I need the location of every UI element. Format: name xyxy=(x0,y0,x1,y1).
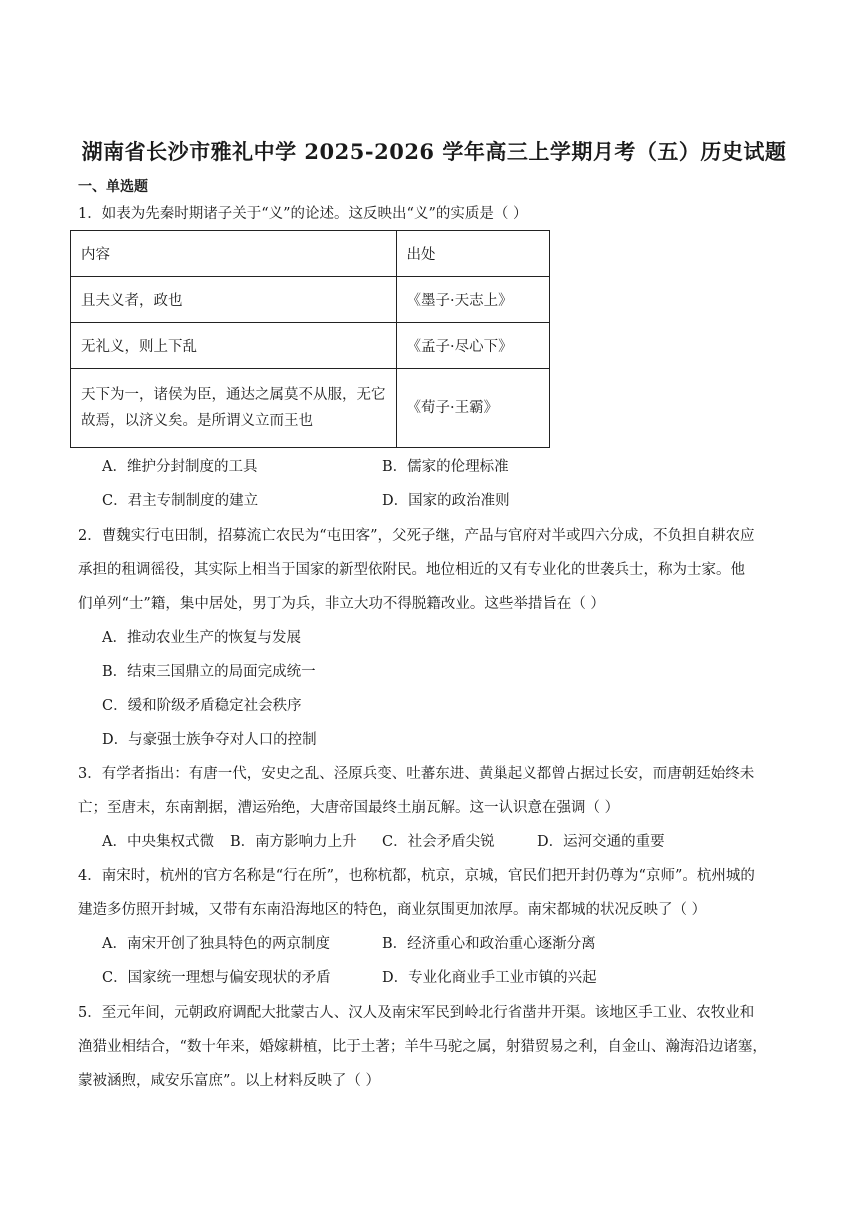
q5-stem-line: 渔猎业相结合，“数十年来，婚嫁耕植，比于土著；羊牛马驼之属，射猎贸易之利，自金山、瀚海沿边诸塞， xyxy=(78,1039,767,1055)
q4-option-d[interactable]: D．专业化商业手工业市镇的兴起 xyxy=(382,970,597,986)
q1-table xyxy=(70,230,550,448)
q5-stem-line: 蒙被涵煦，咸安乐富庶”。以上材料反映了（ ） xyxy=(78,1073,381,1089)
table-row xyxy=(71,277,550,323)
section-heading: 一、单选题 xyxy=(78,179,148,195)
table-cell: 《荀子·王霸》 xyxy=(396,369,549,448)
table-cell: 《墨子·天志上》 xyxy=(396,277,549,323)
table-row xyxy=(71,369,550,448)
q3-option-b[interactable]: B．南方影响力上升 xyxy=(230,834,357,850)
table-header-cell: 内容 xyxy=(71,231,397,277)
q4-option-c[interactable]: C．国家统一理想与偏安现状的矛盾 xyxy=(102,970,331,986)
q1-option-d[interactable]: D．国家的政治准则 xyxy=(382,493,510,509)
q2-option-c[interactable]: C．缓和阶级矛盾稳定社会秩序 xyxy=(102,698,302,714)
table-header-cell: 出处 xyxy=(396,231,549,277)
q3-stem-line: 亡；至唐末，东南割据，漕运殆绝，大唐帝国最终土崩瓦解。这一认识意在强调（ ） xyxy=(78,800,620,816)
q3-stem-line: 3．有学者指出：有唐一代，安史之乱、泾原兵变、吐蕃东进、黄巢起义都曾占据过长安，而唐朝廷始终未 xyxy=(78,766,755,782)
q2-stem-line: 承担的租调徭役，其实际上相当于国家的新型依附民。地位相近的又有专业化的世袭兵士，称为士家。他 xyxy=(78,562,745,578)
q4-stem-line: 建造多仿照开封城，又带有东南沿海地区的特色，商业氛围更加浓厚。南宋都城的状况反映了（ ） xyxy=(78,902,707,918)
table-cell: 天下为一，诸侯为臣，通达之属莫不从服，无它故焉，以济义矣。是所谓义立而王也 xyxy=(71,369,397,448)
q2-option-a[interactable]: A．推动农业生产的恢复与发展 xyxy=(102,630,301,646)
q1-stem: 1．如表为先秦时期诸子关于“义”的论述。这反映出“义”的实质是（ ） xyxy=(78,206,528,222)
table-row xyxy=(71,323,550,369)
q4-option-b[interactable]: B．经济重心和政治重心逐渐分离 xyxy=(382,936,596,952)
q5-stem-line: 5．至元年间，元朝政府调配大批蒙古人、汉人及南宋军民到岭北行省凿井开渠。该地区手工业、农牧业和 xyxy=(78,1005,755,1021)
table-cell: 且夫义者，政也 xyxy=(71,277,397,323)
q4-option-a[interactable]: A．南宋开创了独具特色的两京制度 xyxy=(102,936,330,952)
q1-option-a[interactable]: A．维护分封制度的工具 xyxy=(102,459,258,475)
q3-option-a[interactable]: A．中央集权式微 xyxy=(102,834,214,850)
table-header-row xyxy=(71,231,550,277)
page-title: 湖南省长沙市雅礼中学 2025-2026 学年高三上学期月考（五）历史试题 xyxy=(81,139,787,164)
q2-option-b[interactable]: B．结束三国鼎立的局面完成统一 xyxy=(102,664,316,680)
q4-stem-line: 4．南宋时，杭州的官方名称是“行在所”，也称杭都，杭京，京城，官民们把开封仍尊为“京师”。杭州城的 xyxy=(78,868,755,884)
table-cell: 无礼义，则上下乱 xyxy=(71,323,397,369)
q2-stem-line: 们单列“士”籍，集中居处，男丁为兵，非立大功不得脱籍改业。这些举措旨在（ ） xyxy=(78,596,605,612)
q2-stem-line: 2．曹魏实行屯田制，招募流亡农民为“屯田客”，父死子继，产品与官府对半或四六分成，不负担自耕农应 xyxy=(78,528,755,544)
q1-option-c[interactable]: C．君主专制制度的建立 xyxy=(102,493,259,509)
q1-option-b[interactable]: B．儒家的伦理标准 xyxy=(382,459,509,475)
q3-option-d[interactable]: D．运河交通的重要 xyxy=(537,834,665,850)
q3-option-c[interactable]: C．社会矛盾尖锐 xyxy=(382,834,495,850)
table-cell: 《孟子·尽心下》 xyxy=(396,323,549,369)
q2-option-d[interactable]: D．与豪强士族争夺对人口的控制 xyxy=(102,732,317,748)
